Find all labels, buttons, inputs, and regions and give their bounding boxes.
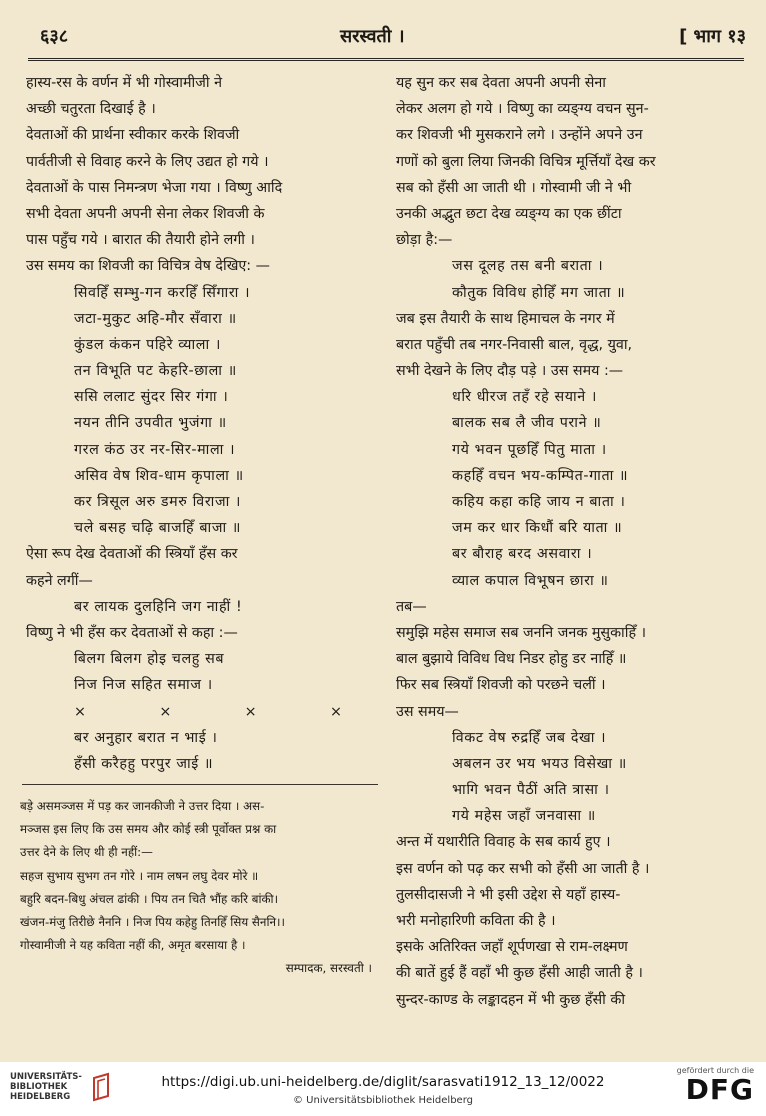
verse-line: सिवहिँ सम्भु-गन करहिँ सिँगारा । [74,284,251,301]
verse-line: असिव वेष शिव-धाम कृपाला ॥ [74,467,244,484]
verse-line: नयन तीनि उपवीत भुजंगा ॥ [74,415,227,432]
verse-line: गरल कंठ उर नर-सिर-माला । [74,441,236,458]
separator-mark: × [159,703,172,720]
text-line: उनकी अद्भुत छटा देख व्यङ्ग्य का एक छींटा [396,205,622,222]
dfg-wordmark: DFG [685,1073,754,1106]
text-line: गणों को बुला लिया जिनकी विचित्र मूर्त्तियाँ देख कर [396,153,656,170]
verse-line: भागि भवन पैठीं अति त्रासा । [452,782,610,799]
text-line: अन्त में यथारीति विवाह के सब कार्य हुए । [396,834,611,851]
verse-line: हँसी करैहहु परपुर जाई ॥ [74,755,214,772]
verse-line: कुंडल कंकन पहिरे व्याला । [74,336,221,353]
verse-line: धरि धीरज तहँ रहे सयाने । [452,389,598,406]
text-line: लेकर अलग हो गये । विष्णु का व्यङ्ग्य वचन सुन- [396,101,649,118]
text-line: कर शिवजी भी मुसकराने लगे । उन्होंने अपने उन [396,127,643,144]
text-line: सुन्दर-काण्ड के लङ्कादहन में भी कुछ हँसी की [396,991,626,1008]
permalink-url[interactable]: https://digi.ub.uni-heidelberg.de/diglit/sarasvati1912_13_12/0022 [161,1074,605,1090]
text-line: उस समय का शिवजी का विचित्र वेष देखिए: — [26,258,270,275]
verse-line: बालक सब लै जीव पराने ॥ [452,415,602,432]
text-line: सभी देवता अपनी अपनी सेना लेकर शिवजी के [26,205,265,222]
text-line: देवताओं की प्रार्थना स्वीकार करके शिवजी [26,127,240,144]
verse-line: व्याल कपाल विभूषन छारा ॥ [452,572,609,589]
verse-line: चले बसह चढ़ि बाजहिँ बाजा ॥ [74,520,242,537]
verse-line: जटा-मुकुट अहि-मौर सँवारा ॥ [74,310,237,327]
verse-line: ससि ललाट सुंदर सिर गंगा । [74,389,229,406]
separator-mark: × [244,703,257,720]
verse-line: गये महेस जहाँ जनवासा ॥ [452,808,596,825]
text-line: समुझि महेस समाज सब जननि जनक मुसुकाहिँ । [396,624,647,641]
footnote [20,795,380,981]
verse-line: बर लायक दुलहिनि जग नाहीं ! [74,598,243,615]
text-line: बहुरि बदन-बिधु अंचल ढांकी । पिय तन चितै भौंह करि बांकी। [20,891,279,906]
text-line: बरात पहुँची तब नगर-निवासी बाल, वृद्ध, युवा, [396,336,633,353]
text-line: देवताओं के पास निमन्त्रण भेजा गया । विष्णु आदि [26,179,283,196]
funder-caption: gefördert durch die [676,1066,754,1075]
text-line: सभी देखने के लिए दौड़ पड़े । उस समय :— [396,363,624,380]
page-number: ६३८ [40,26,69,47]
verse-line: गये भवन पूछहिँ पितु माता । [452,441,607,458]
text-line: उत्तर देने के लिए थी ही नहीं:— [20,845,153,860]
header-rule [28,58,744,61]
verse-line: बिलग बिलग होइ चलहु सब [74,651,225,668]
part-number: [ भाग १३ [679,26,746,47]
separator-mark: × [329,703,342,720]
verse-line: कहहिँ वचन भय-कम्पित-गाता ॥ [452,467,629,484]
journal-title: सरस्वती । [340,26,405,47]
verse-line: कहिय कहा कहि जाय न बाता । [452,494,626,510]
text-line: फिर सब स्त्रियाँ शिवजी को परछने चलीं । [396,677,606,694]
verse-line: कर त्रिसूल अरु डमरु विराजा । [74,494,242,510]
copyright-text: © Universitätsbibliothek Heidelberg [292,1095,473,1106]
viewer-footer [0,1062,766,1116]
text-line: गोस्वामीजी ने यह कविता नहीं की, अमृत बरसाया है । [20,938,246,953]
verse-line: जम कर धार किधौं बरि याता ॥ [452,520,623,537]
text-line: पास पहुँच गये । बारात की तैयारी होने लगी । [26,232,255,249]
text-line: खंजन-मंजु तिरीछे नैननि । निज पिय कहेहु तिनहिँ सिय सैननि।। [20,914,285,929]
text-line: छोड़ा है:— [396,232,453,249]
text-line: अच्छी चतुरता दिखाई है । [26,101,156,118]
text-line: की बातें हुई हैं वहाँ भी कुछ हँसी आही जाती है । [396,965,643,982]
verse-line: अबलन उर भय भयउ विसेखा ॥ [452,755,627,772]
separator-mark: × [74,703,86,720]
verse-line: बर अनुहार बरात न भाई । [74,729,218,746]
footnote-divider [22,784,378,785]
dfg-logo[interactable] [644,1066,754,1105]
text-line: विष्णु ने भी हँस कर देवताओं से कहा :— [26,624,238,641]
editor-signature: सम्पादक, सरस्वती । [285,961,372,976]
right-column [396,70,754,1013]
verse-separator [26,699,382,725]
text-line: सहज सुभाय सुभग तन गोरे । नाम लषन लघु देवर मोरे ॥ [20,868,259,883]
text-line: मञ्जस इस लिए कि उस समय और कोई स्त्री पूर्वोक्त प्रश्न का [20,822,277,837]
verse-line: बर बौराह बरद असवारा । [452,546,593,563]
text-line: बाल बुझाये विविध विध निडर होहु डर नाहिँ ॥ [396,651,627,668]
verse-line: विकट वेष रुद्रहिँ जब देखा । [452,729,607,746]
text-line: बड़े असमञ्जस में पड़ कर जानकीजी ने उत्तर दिया । अस- [20,799,265,813]
verse-line: कौतुक विविध होहिँ मग जाता ॥ [452,284,626,301]
text-line: कहने लगीं— [26,572,93,589]
text-line: तब— [396,598,427,615]
verse-line: जस दूलह तस बनी बराता । [452,258,604,275]
text-line: इसके अतिरिक्त जहाँ शूर्पणखा से राम-लक्ष्मण [396,939,628,956]
library-logo-text: UNIVERSITÄTS- BIBLIOTHEK HEIDELBERG [10,1072,82,1102]
left-column [26,70,382,777]
verse-line: तन विभूति पट केहरि-छाला ॥ [74,363,237,380]
text-line: यह सुन कर सब देवता अपनी अपनी सेना [396,75,607,91]
text-line: भरी मनोहारिणी कविता की है । [396,913,556,929]
text-line: तुलसीदासजी ने भी इसी उद्देश से यहाँ हास्य- [396,886,621,903]
text-line: उस समय— [396,703,459,720]
text-line: इस वर्णन को पढ़ कर सभी को हँसी आ जाती है । [396,860,650,877]
text-line: हास्य-रस के वर्णन में भी गोस्वामीजी ने [26,75,223,91]
text-line: सब को हँसी आ जाती थी । गोस्वामी जी ने भी [396,179,632,196]
text-line: ऐसा रूप देख देवताओं की स्त्रियाँ हँस कर [26,546,238,563]
text-line: पार्वतीजी से विवाह करने के लिए उद्यत हो गये । [26,153,269,170]
verse-line: निज निज सहित समाज । [74,677,213,694]
text-line: जब इस तैयारी के साथ हिमाचल के नगर में [396,310,615,327]
